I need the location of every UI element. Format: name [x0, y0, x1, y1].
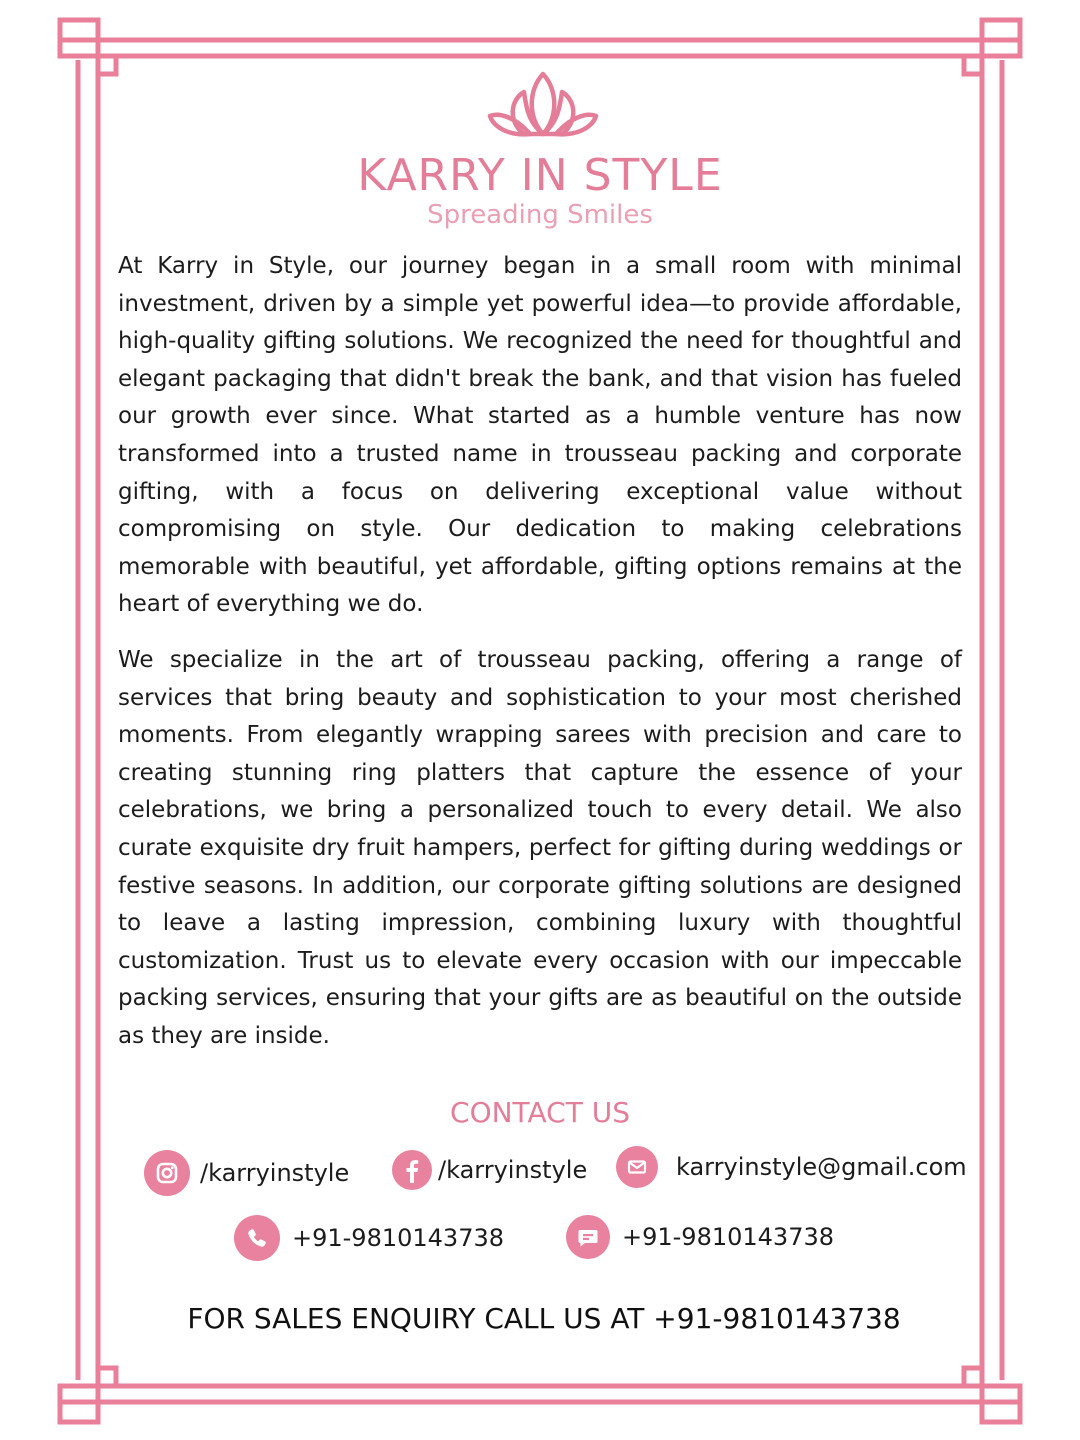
instagram-icon — [144, 1150, 190, 1196]
facebook-icon — [392, 1150, 432, 1190]
lotus-icon — [480, 70, 606, 140]
sales-enquiry-line: FOR SALES ENQUIRY CALL US AT +91-9810143738 — [187, 1302, 901, 1335]
services-paragraph: We specialize in the art of trousseau packing, offering a range of services that bring beauty and sophistication to your most cherished moments. From elegantly wrapping sarees with precision and care to creating stunning ring platters that capture the essence of your celebrations, we bring a personalized touch to every detail. We also curate exquisite dry fruit hampers, perfect for gifting during weddings or festive seasons. In addition, our corporate gifting solutions are designed to leave a lasting impression, combining luxury with thoughtful customization. Trust us to elevate every occasion with our impeccable packing services, ensuring that your gifts are as beautiful on the outside as they are inside. — [118, 647, 962, 1049]
phone-number: +91-9810143738 — [292, 1224, 505, 1252]
message-number: +91-9810143738 — [622, 1223, 835, 1251]
instagram-handle: /karryinstyle — [200, 1159, 350, 1187]
facebook-handle: /karryinstyle — [438, 1156, 588, 1184]
email-address: karryinstyle@gmail.com — [676, 1153, 967, 1181]
brand-tagline: Spreading Smiles — [427, 200, 653, 230]
contact-heading: CONTACT US — [450, 1096, 630, 1129]
facebook-link[interactable] — [392, 1150, 587, 1190]
brand-title: KARRY IN STYLE — [357, 150, 723, 201]
message-icon — [566, 1215, 610, 1259]
phone-icon — [234, 1215, 280, 1261]
email-link[interactable] — [616, 1146, 967, 1188]
about-paragraph: At Karry in Style, our journey began in a small room with minimal investment, driven by a simple yet powerful idea—to provide affordable, high-quality gifting solutions. We recognized the need for thoughtful and elegant packaging that didn't break the bank, and that vision has fueled our growth ever since. What started as a humble venture has now transformed into a trusted name in trousseau packing and corporate gifting, with a focus on delivering exceptional value without compromising on style. Our dedication to making celebrations memorable with beautiful, yet affordable, gifting options remains at the heart of everything we do. — [118, 253, 962, 618]
phone-link[interactable] — [234, 1215, 504, 1261]
instagram-link[interactable] — [144, 1150, 349, 1196]
message-link[interactable] — [566, 1215, 834, 1259]
mail-icon — [616, 1146, 658, 1188]
